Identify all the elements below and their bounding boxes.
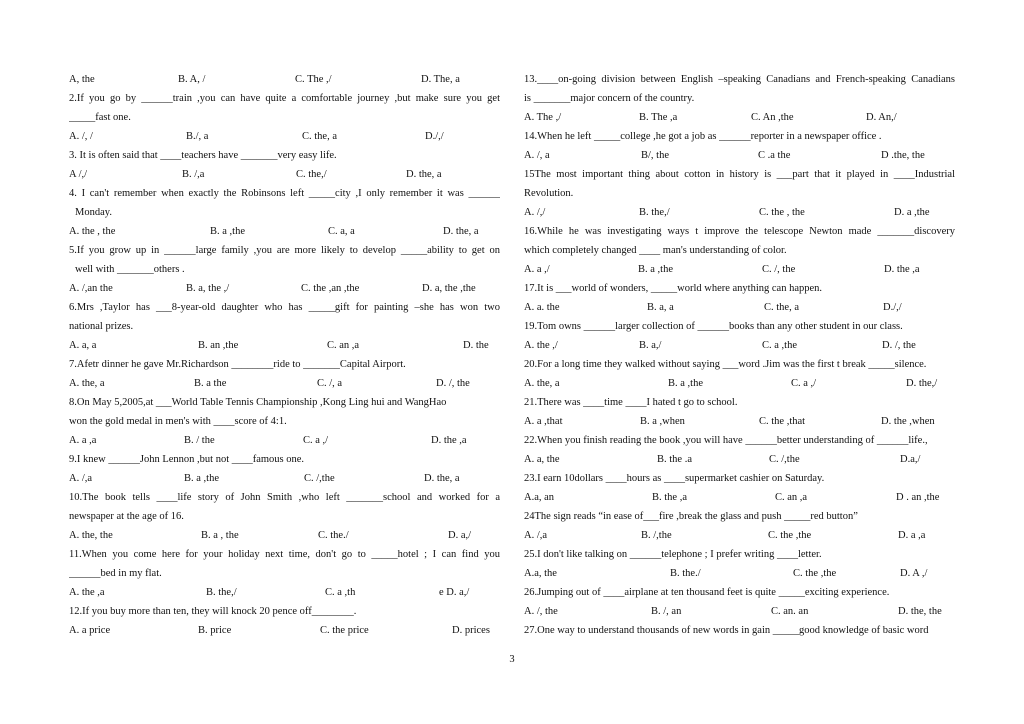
question-line: well with _______others . (75, 264, 185, 275)
question-line: 11.When you come here for your holiday next time, don't go to _____hotel ; I can find you (69, 549, 500, 560)
answer-option: C. the ,the (768, 530, 812, 541)
answer-option: C. a ,/ (303, 435, 329, 446)
answer-option: D. prices (452, 625, 490, 636)
answer-option: B. an ,the (198, 340, 239, 351)
question-line: 3. It is often said that ____teachers have _______very easy life. (69, 150, 337, 161)
answer-option: A, the (69, 74, 95, 85)
answer-option: D. the, a (424, 473, 460, 484)
answer-options (69, 526, 500, 545)
answer-option: B. /, an (651, 606, 682, 617)
answer-option: D. a,/ (448, 530, 472, 541)
question-line: _____fast one. (69, 112, 131, 123)
answer-option: B. /,the (641, 530, 672, 541)
answer-option: C. /, the (762, 264, 796, 275)
answer-option: A. /,an the (69, 283, 113, 294)
answer-option: C. the price (320, 625, 369, 636)
answer-options (69, 336, 500, 355)
answer-options (69, 583, 500, 602)
answer-option: C. a, a (328, 226, 355, 237)
answer-option: C. the, a (302, 131, 337, 142)
answer-options (524, 450, 955, 469)
answer-option: C. an ,a (327, 340, 360, 351)
answer-option: D. a ,a (898, 530, 926, 541)
answer-options (69, 127, 500, 146)
answer-option: C. an ,a (775, 492, 808, 503)
answer-option: C. the ,the (793, 568, 837, 579)
answer-option: A. the, the (69, 530, 113, 541)
answer-option: C. an. an (771, 606, 809, 617)
question-line: 17.It is ___world of wonders, _____world where anything can happen. (524, 283, 823, 294)
question-line: national prizes. (69, 321, 134, 332)
question-line: 20.For a long time they walked without saying ___word .Jim was the first t break _____silence. (524, 359, 927, 370)
question-line: 19.Tom owns ______larger collection of ______books than any other student in our class. (524, 321, 903, 332)
question-line: 22.When you finish reading the book ,you will have ______better understanding of ______life., (524, 435, 928, 446)
answer-option: B. a ,when (640, 416, 685, 427)
answer-option: A. the ,/ (524, 340, 558, 351)
answer-option: C. the , the (759, 207, 805, 218)
answer-option: B. a , the (201, 530, 239, 541)
question-line: 14.When he left _____college ,he got a job as ______reporter in a newspaper office . (524, 131, 882, 142)
answer-option: A. a ,a (69, 435, 97, 446)
answer-option: D. a ,the (894, 207, 930, 218)
question-line: 12.If you buy more than ten, they will knock 20 pence off________. (69, 606, 357, 617)
answer-options (69, 222, 500, 241)
answer-option: C. the ,an ,the (301, 283, 360, 294)
answer-option: D./,/ (883, 302, 902, 313)
question-line: 16.While he was investigating ways t improve the telescope Newton made _______discovery (524, 226, 955, 237)
answer-option: A. a ,/ (524, 264, 550, 275)
answer-option: B/, the (641, 150, 669, 161)
answer-option: B. a ,the (184, 473, 219, 484)
answer-options (524, 564, 955, 583)
answer-option: A. the , the (69, 226, 116, 237)
answer-option: B. a ,the (210, 226, 245, 237)
answer-options (524, 146, 955, 165)
answer-option: A. the, a (69, 378, 105, 389)
answer-options (69, 70, 500, 89)
page-number: 3 (509, 654, 515, 665)
question-line: 23.I earn 10dollars ____hours as ____supermarket cashier on Saturday. (524, 473, 825, 484)
answer-options (69, 165, 500, 184)
answer-option: C. the ,that (759, 416, 806, 427)
answer-options (69, 374, 500, 393)
answer-options (524, 526, 955, 545)
answer-options (524, 260, 955, 279)
answer-option: B. a,/ (639, 340, 662, 351)
answer-option: D. the (463, 340, 489, 351)
question-line: 21.There was ____time ____I hated t go to school. (524, 397, 738, 408)
answer-option: C. a ,the (762, 340, 797, 351)
answer-option: C. /, a (317, 378, 343, 389)
answer-options (524, 298, 955, 317)
question-line: 25.I don't like talking on ______telephone ; I prefer writing ____letter. (524, 549, 822, 560)
answer-option: B. price (198, 625, 232, 636)
answer-options (524, 203, 955, 222)
question-line: ______bed in my flat. (69, 568, 162, 579)
answer-option: A.a, an (524, 492, 555, 503)
answer-option: C. /,the (769, 454, 800, 465)
answer-option: B. The ,a (639, 112, 678, 123)
answer-option: D. the ,when (881, 416, 935, 427)
answer-option: C. the, a (764, 302, 799, 313)
answer-option: B. the,/ (639, 207, 670, 218)
answer-option: A. a, the (524, 454, 560, 465)
answer-option: C .a the (758, 150, 791, 161)
answer-option: D.a,/ (900, 454, 921, 465)
answer-option: D. the ,a (431, 435, 467, 446)
question-line: newspaper at the age of 16. (69, 511, 184, 522)
answer-options (524, 602, 955, 621)
answer-options (69, 469, 500, 488)
answer-option: A. the ,a (69, 587, 105, 598)
answer-options (524, 108, 955, 127)
answer-option: B. /,a (182, 169, 205, 180)
answer-options (69, 279, 500, 298)
answer-option: D. The, a (421, 74, 460, 85)
answer-options (524, 336, 955, 355)
question-line: 6.Mrs ,Taylor has ___8-year-old daughter who has _____gift for painting –she has won two (69, 302, 500, 313)
answer-option: D. the, a (406, 169, 442, 180)
question-line: 10.The book tells ____life story of John Smith ,who left _______school and worked for a (69, 492, 500, 503)
answer-options (524, 488, 955, 507)
answer-option: C. a ,/ (791, 378, 817, 389)
answer-option: D. /, the (882, 340, 916, 351)
question-line: 26.Jumping out of ____airplane at ten thousand feet is quite _____exciting experience. (524, 587, 890, 598)
answer-option: B. A, / (178, 74, 206, 85)
answer-option: B. a the (194, 378, 227, 389)
answer-option: B. the./ (670, 568, 701, 579)
question-line: 5.If you grow up in ______large family ,you are more likely to develop _____ability to get on (69, 245, 500, 256)
answer-option: D .the, the (881, 150, 925, 161)
answer-option: B. the ,a (652, 492, 687, 503)
answer-option: B./, a (186, 131, 209, 142)
answer-option: B. / the (184, 435, 215, 446)
answer-option: D./,/ (425, 131, 444, 142)
question-line: won the gold medal in men's with ____score of 4:1. (69, 416, 287, 427)
answer-options (69, 431, 500, 450)
answer-option: D. the,/ (906, 378, 938, 389)
answer-option: B. a ,the (668, 378, 703, 389)
right-column (524, 70, 955, 640)
question-line: 2.If you go by ______train ,you can have quite a comfortable journey ,but make sure you get (69, 93, 500, 104)
answer-option: C. the./ (318, 530, 349, 541)
question-line: 15The most important thing about cotton in history is ___part that it played in ____Industrial (524, 169, 955, 180)
answer-option: A. a, a (69, 340, 97, 351)
left-column (69, 70, 500, 640)
answer-options (524, 412, 955, 431)
answer-option: A. /,a (69, 473, 93, 484)
answer-option: A.a, the (524, 568, 557, 579)
answer-option: A. /,a (524, 530, 548, 541)
answer-option: A. /, / (69, 131, 93, 142)
answer-option: B. a ,the (638, 264, 673, 275)
question-line: Monday. (75, 207, 112, 218)
answer-option: A. a. the (524, 302, 560, 313)
answer-option: A. a price (69, 625, 111, 636)
answer-options (524, 374, 955, 393)
question-line: 13.____on-going division between English –speaking Canadians and French-speaking Canadians (524, 74, 955, 85)
question-line: 7.Afetr dinner he gave Mr.Richardson ________ride to _______Capital Airport. (69, 359, 406, 370)
answer-option: B. a, a (647, 302, 674, 313)
question-line: 8.On May 5,2005,at ___World Table Tennis Championship ,Kong Ling hui and WangHao (69, 397, 447, 408)
answer-option: D. the, a (443, 226, 479, 237)
question-line: 27.One way to understand thousands of new words in gain _____good knowledge of basic word (524, 625, 929, 636)
answer-option: A. /, a (524, 150, 550, 161)
question-line: Revolution. (524, 188, 574, 199)
question-line: 24The sign reads “in ease of___fire ,break the glass and push _____red button” (524, 511, 858, 522)
answer-option: B. the .a (657, 454, 692, 465)
answer-options (69, 621, 500, 640)
answer-option: C. /,the (304, 473, 335, 484)
answer-option: D. /, the (436, 378, 470, 389)
answer-option: C. An ,the (751, 112, 794, 123)
question-line: 4. I can't remember when exactly the Robinsons left _____city ,I only remember it was ______ (69, 188, 500, 199)
answer-option: A. The ,/ (524, 112, 562, 123)
answer-option: B. the,/ (206, 587, 237, 598)
answer-option: C. the,/ (296, 169, 327, 180)
answer-option: D. A ,/ (900, 568, 928, 579)
answer-option: A. /,/ (524, 207, 546, 218)
answer-option: e D. a,/ (439, 587, 470, 598)
question-line: which completely changed ____ man's understanding of color. (524, 245, 787, 256)
question-line: 9.I knew ______John Lennon ,but not ____famous one. (69, 454, 305, 465)
answer-option: A /,/ (69, 169, 88, 180)
answer-option: B. a, the ,/ (186, 283, 230, 294)
answer-option: C. The ,/ (295, 74, 332, 85)
answer-option: D. the, the (898, 606, 942, 617)
answer-option: D. the ,a (884, 264, 920, 275)
answer-option: A. the, a (524, 378, 560, 389)
answer-option: D . an ,the (896, 492, 940, 503)
answer-option: D. An,/ (866, 112, 897, 123)
answer-option: D. a, the ,the (422, 283, 476, 294)
answer-option: A. a ,that (524, 416, 563, 427)
question-line: is _______major concern of the country. (524, 93, 695, 104)
answer-option: C. a ,th (325, 587, 356, 598)
answer-option: A. /, the (524, 606, 558, 617)
